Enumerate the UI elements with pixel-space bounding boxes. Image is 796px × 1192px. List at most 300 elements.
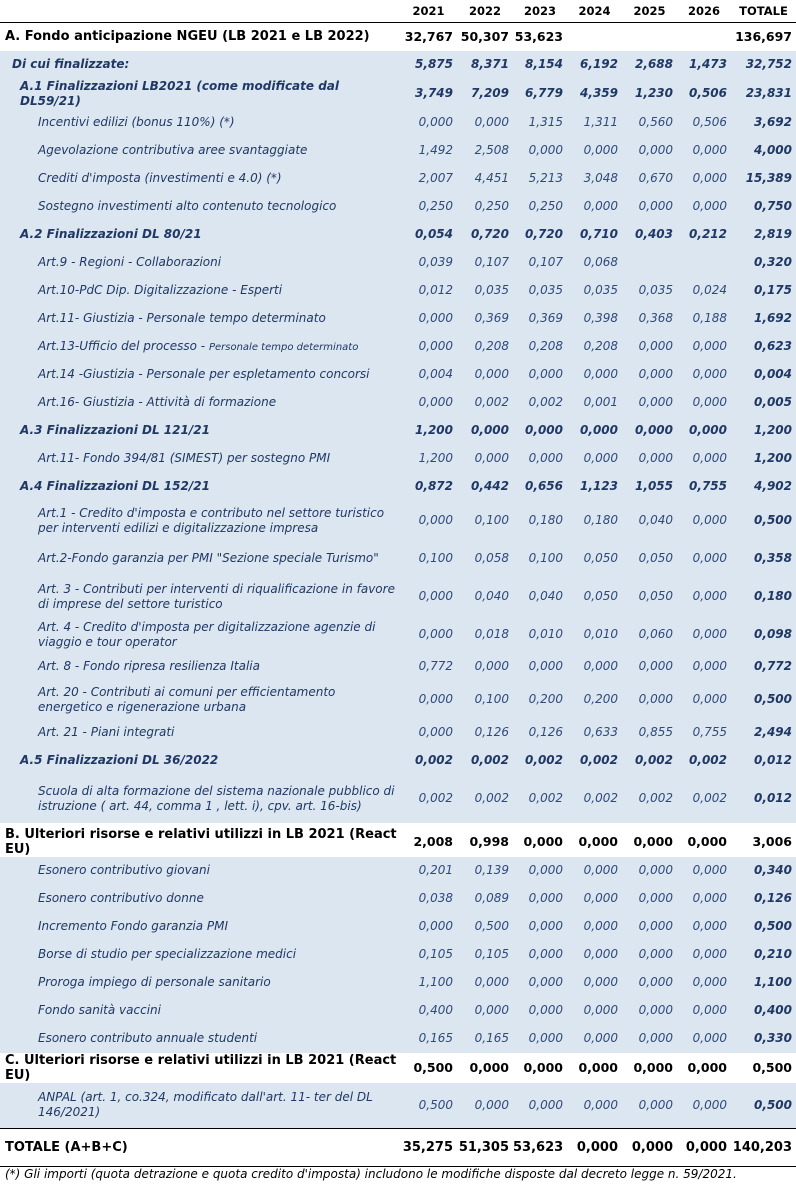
- value-2024: 0,000: [567, 193, 622, 221]
- value-2022: 0,058: [457, 541, 513, 577]
- value-2021: 0,500: [400, 1053, 457, 1083]
- row-label-text: Art.2-Fondo garanzia per PMI "Sezione speciale Turismo": [38, 551, 379, 565]
- value-2023: 0,000: [513, 1083, 567, 1129]
- row-label-text: Art. 20 - Contributi ai comuni per efficientamento energetico e rigenerazione urbana: [38, 684, 336, 714]
- total-row: [0, 1129, 796, 1167]
- header-year-2025: 2025: [622, 0, 677, 23]
- row-label-text: Incremento Fondo garanzia PMI: [38, 919, 229, 933]
- table-row: [0, 541, 796, 577]
- value-2021: 0,250: [400, 193, 457, 221]
- value-total: 140,203: [731, 1129, 796, 1167]
- value-2023: 0,107: [513, 249, 567, 277]
- row-label: [0, 389, 400, 417]
- value-2021: 0,000: [400, 501, 457, 541]
- value-2021: 0,000: [400, 389, 457, 417]
- table-row: [0, 109, 796, 137]
- value-2026: [677, 23, 731, 51]
- row-label-text: Sostegno investimenti alto contenuto tecnologico: [38, 199, 337, 213]
- subtotal-row: [0, 417, 796, 445]
- value-total: 32,752: [731, 51, 796, 79]
- value-2025: 0,000: [622, 445, 677, 473]
- value-2024: 0,000: [567, 941, 622, 969]
- row-label: [0, 165, 400, 193]
- value-2021: 0,012: [400, 277, 457, 305]
- value-2024: 0,000: [567, 997, 622, 1025]
- value-2023: 0,002: [513, 775, 567, 823]
- value-2022: 0,000: [457, 445, 513, 473]
- value-2021: 0,772: [400, 653, 457, 681]
- value-2023: 0,000: [513, 137, 567, 165]
- table-row: [0, 305, 796, 333]
- value-2024: 0,000: [567, 857, 622, 885]
- subtotal-row: [0, 473, 796, 501]
- value-2025: 0,368: [622, 305, 677, 333]
- row-label-text: Art. 21 - Piani integrati: [38, 725, 175, 739]
- value-2022: 0,998: [457, 827, 513, 857]
- value-total: 15,389: [731, 165, 796, 193]
- value-2025: 0,000: [622, 885, 677, 913]
- value-2023: 0,000: [513, 885, 567, 913]
- row-label-text: Art.11- Giustizia - Personale tempo determinato: [38, 311, 326, 325]
- row-label: [0, 653, 400, 681]
- value-2021: 2,008: [400, 827, 457, 857]
- value-2021: 0,000: [400, 719, 457, 747]
- value-2021: 0,000: [400, 305, 457, 333]
- value-2022: 0,250: [457, 193, 513, 221]
- value-2024: 0,050: [567, 577, 622, 617]
- value-2024: 4,359: [567, 79, 622, 109]
- row-label: [0, 445, 400, 473]
- value-2025: 0,000: [622, 193, 677, 221]
- value-2025: 0,000: [622, 681, 677, 719]
- value-2026: 0,000: [677, 577, 731, 617]
- value-2022: 0,107: [457, 249, 513, 277]
- value-2023: 0,002: [513, 747, 567, 775]
- value-2022: 0,035: [457, 277, 513, 305]
- value-2022: 0,018: [457, 617, 513, 653]
- row-label-text: Fondo sanità vaccini: [38, 1003, 161, 1017]
- value-2024: 0,000: [567, 1129, 622, 1167]
- table-header-row: [0, 0, 796, 23]
- section-row: [0, 23, 796, 51]
- value-2026: 0,000: [677, 193, 731, 221]
- value-2023: 0,035: [513, 277, 567, 305]
- value-2022: 0,165: [457, 1025, 513, 1053]
- row-label-text: Art. 3 - Contributi per interventi di riqualificazione in favore di imprese del settore turistico: [38, 581, 395, 611]
- header-total: TOTALE: [731, 0, 796, 23]
- value-2025: 0,000: [622, 333, 677, 361]
- value-2025: [622, 23, 677, 51]
- value-2025: 2,688: [622, 51, 677, 79]
- value-2022: 51,305: [457, 1129, 513, 1167]
- value-2021: 0,000: [400, 681, 457, 719]
- value-total: 0,500: [731, 681, 796, 719]
- value-2021: 2,007: [400, 165, 457, 193]
- value-2024: 0,208: [567, 333, 622, 361]
- value-2021: 0,500: [400, 1083, 457, 1129]
- value-2025: 0,000: [622, 857, 677, 885]
- value-2022: 0,000: [457, 361, 513, 389]
- value-2024: [567, 23, 622, 51]
- table-row: [0, 249, 796, 277]
- value-2024: 0,000: [567, 361, 622, 389]
- header-year-2023: 2023: [513, 0, 567, 23]
- value-2023: 0,000: [513, 857, 567, 885]
- section-row: [0, 1053, 796, 1083]
- row-label-text: TOTALE (A+B+C): [5, 1140, 128, 1155]
- value-2024: 0,200: [567, 681, 622, 719]
- value-2025: 1,055: [622, 473, 677, 501]
- value-2024: 6,192: [567, 51, 622, 79]
- value-2025: 0,000: [622, 941, 677, 969]
- value-2021: 0,000: [400, 617, 457, 653]
- table-row: [0, 277, 796, 305]
- value-2022: 50,307: [457, 23, 513, 51]
- value-2021: 0,872: [400, 473, 457, 501]
- value-2026: 0,000: [677, 913, 731, 941]
- value-total: 3,692: [731, 109, 796, 137]
- value-2023: 53,623: [513, 1129, 567, 1167]
- value-total: 4,000: [731, 137, 796, 165]
- value-2022: 0,089: [457, 885, 513, 913]
- value-2026: 0,000: [677, 361, 731, 389]
- value-2024: 0,633: [567, 719, 622, 747]
- value-2023: 0,000: [513, 445, 567, 473]
- table-row: [0, 333, 796, 361]
- value-2025: 0,060: [622, 617, 677, 653]
- value-2025: 0,560: [622, 109, 677, 137]
- table-row: [0, 775, 796, 823]
- value-2023: 0,200: [513, 681, 567, 719]
- value-2024: 0,010: [567, 617, 622, 653]
- value-2022: 0,002: [457, 747, 513, 775]
- value-2023: 53,623: [513, 23, 567, 51]
- value-2023: 0,720: [513, 221, 567, 249]
- row-label: [0, 775, 400, 823]
- table-row: [0, 997, 796, 1025]
- value-2021: 1,100: [400, 969, 457, 997]
- value-2022: 2,508: [457, 137, 513, 165]
- value-2022: 0,040: [457, 577, 513, 617]
- value-2024: 0,000: [567, 1025, 622, 1053]
- value-total: 23,831: [731, 79, 796, 109]
- value-2024: 0,710: [567, 221, 622, 249]
- value-2023: 1,315: [513, 109, 567, 137]
- table-row: [0, 445, 796, 473]
- row-label: [0, 827, 400, 857]
- table-row: [0, 857, 796, 885]
- value-2024: 0,000: [567, 1083, 622, 1129]
- row-label: [0, 941, 400, 969]
- value-2023: 0,002: [513, 389, 567, 417]
- value-2022: 4,451: [457, 165, 513, 193]
- row-label: [0, 221, 400, 249]
- value-2026: 0,755: [677, 473, 731, 501]
- value-2021: 0,400: [400, 997, 457, 1025]
- value-2021: 0,004: [400, 361, 457, 389]
- value-2025: 0,000: [622, 997, 677, 1025]
- value-total: 0,012: [731, 775, 796, 823]
- value-2021: 0,002: [400, 747, 457, 775]
- value-2025: 0,403: [622, 221, 677, 249]
- value-2023: 8,154: [513, 51, 567, 79]
- value-2022: 0,000: [457, 1083, 513, 1129]
- row-label: [0, 333, 400, 361]
- table-row: [0, 137, 796, 165]
- value-2026: 0,002: [677, 775, 731, 823]
- value-2026: 0,000: [677, 541, 731, 577]
- row-label: [0, 79, 400, 109]
- value-2026: 0,000: [677, 1025, 731, 1053]
- value-total: 0,500: [731, 1083, 796, 1129]
- row-label-text: Art. 4 - Credito d'imposta per digitalizzazione agenzie di viaggio e tour operator: [38, 619, 376, 649]
- value-total: 2,494: [731, 719, 796, 747]
- row-label: [0, 857, 400, 885]
- value-total: 136,697: [731, 23, 796, 51]
- subtotal-row: [0, 221, 796, 249]
- row-label: [0, 997, 400, 1025]
- value-2024: 0,000: [567, 913, 622, 941]
- header-year-2024: 2024: [567, 0, 622, 23]
- value-2026: 0,024: [677, 277, 731, 305]
- value-2022: 0,139: [457, 857, 513, 885]
- table-row: [0, 193, 796, 221]
- row-label-text: B. Ulteriori risorse e relativi utilizzi in LB 2021 (React EU): [5, 826, 397, 857]
- row-label-text: Esonero contributivo donne: [38, 891, 204, 905]
- row-label-text: Agevolazione contributiva aree svantaggiate: [38, 143, 308, 157]
- value-2026: 0,000: [677, 997, 731, 1025]
- value-2024: 0,000: [567, 445, 622, 473]
- row-label: [0, 969, 400, 997]
- value-total: 1,692: [731, 305, 796, 333]
- value-2023: 0,000: [513, 653, 567, 681]
- row-label-text: Di cui finalizzate:: [12, 57, 130, 71]
- value-2025: 0,670: [622, 165, 677, 193]
- value-2025: 0,000: [622, 417, 677, 445]
- value-2024: 0,035: [567, 277, 622, 305]
- value-2025: 0,000: [622, 1053, 677, 1083]
- row-label: [0, 885, 400, 913]
- table-row: [0, 361, 796, 389]
- row-label-text: Esonero contributivo giovani: [38, 863, 210, 877]
- value-2026: 0,188: [677, 305, 731, 333]
- section-row: [0, 827, 796, 857]
- value-2021: 0,105: [400, 941, 457, 969]
- value-2022: 7,209: [457, 79, 513, 109]
- value-2023: 0,000: [513, 997, 567, 1025]
- row-label: [0, 305, 400, 333]
- value-2021: 3,749: [400, 79, 457, 109]
- value-total: 0,004: [731, 361, 796, 389]
- value-2022: 0,500: [457, 913, 513, 941]
- value-2026: 0,002: [677, 747, 731, 775]
- value-2023: 0,000: [513, 417, 567, 445]
- value-2026: 0,506: [677, 79, 731, 109]
- subtotal-row: [0, 747, 796, 775]
- value-2025: 0,000: [622, 361, 677, 389]
- row-label-text: Incentivi edilizi (bonus 110%) (*): [38, 115, 235, 129]
- value-2021: 1,200: [400, 445, 457, 473]
- row-label-text: Scuola di alta formazione del sistema nazionale pubblico di istruzione ( art. 44, comma 1 , lett. i), cpv. art. 16-bis): [38, 783, 395, 813]
- table-row: [0, 165, 796, 193]
- value-total: 0,005: [731, 389, 796, 417]
- value-2022: 0,100: [457, 681, 513, 719]
- value-2021: 35,275: [400, 1129, 457, 1167]
- value-2024: 0,068: [567, 249, 622, 277]
- value-2023: 0,369: [513, 305, 567, 333]
- value-total: 0,180: [731, 577, 796, 617]
- table-row: [0, 941, 796, 969]
- value-2021: 0,201: [400, 857, 457, 885]
- value-2021: 0,038: [400, 885, 457, 913]
- row-label-text: A.3 Finalizzazioni DL 121/21: [20, 423, 210, 437]
- value-2025: 0,000: [622, 913, 677, 941]
- value-2026: 0,000: [677, 681, 731, 719]
- value-2022: 0,720: [457, 221, 513, 249]
- value-2024: 0,000: [567, 1053, 622, 1083]
- value-2024: 0,000: [567, 417, 622, 445]
- value-2026: 0,000: [677, 827, 731, 857]
- value-total: 1,200: [731, 417, 796, 445]
- header-year-2022: 2022: [457, 0, 513, 23]
- value-2022: 0,369: [457, 305, 513, 333]
- value-2023: 0,126: [513, 719, 567, 747]
- value-2026: 0,000: [677, 333, 731, 361]
- value-total: 0,400: [731, 997, 796, 1025]
- value-2021: 0,039: [400, 249, 457, 277]
- value-2025: 0,050: [622, 541, 677, 577]
- value-2025: 0,035: [622, 277, 677, 305]
- value-2026: 0,212: [677, 221, 731, 249]
- row-label-text: A.5 Finalizzazioni DL 36/2022: [20, 753, 219, 767]
- table-row: [0, 577, 796, 617]
- subtotal-row: [0, 79, 796, 109]
- value-total: 1,100: [731, 969, 796, 997]
- value-2026: 0,755: [677, 719, 731, 747]
- table-row: [0, 913, 796, 941]
- row-label-text: A. Fondo anticipazione NGEU (LB 2021 e LB 2022): [5, 29, 370, 45]
- value-2025: 0,855: [622, 719, 677, 747]
- value-2023: 0,010: [513, 617, 567, 653]
- value-2025: 0,000: [622, 969, 677, 997]
- row-label-text: Esonero contributo annuale studenti: [38, 1031, 258, 1045]
- row-label: [0, 617, 400, 653]
- row-label: [0, 501, 400, 541]
- table-row: [0, 1083, 796, 1129]
- value-2023: 0,000: [513, 1053, 567, 1083]
- value-2025: 0,000: [622, 1129, 677, 1167]
- value-2026: 0,000: [677, 617, 731, 653]
- value-total: 0,175: [731, 277, 796, 305]
- row-label: [0, 719, 400, 747]
- value-2021: 5,875: [400, 51, 457, 79]
- value-total: 0,320: [731, 249, 796, 277]
- value-total: 4,902: [731, 473, 796, 501]
- value-2026: 0,000: [677, 445, 731, 473]
- row-label: [0, 23, 400, 51]
- row-label-text: Crediti d'imposta (investimenti e 4.0) (*): [38, 171, 282, 185]
- value-2026: 0,000: [677, 137, 731, 165]
- value-2024: 0,180: [567, 501, 622, 541]
- value-2024: 0,001: [567, 389, 622, 417]
- value-total: 0,330: [731, 1025, 796, 1053]
- value-2026: 0,000: [677, 389, 731, 417]
- value-2026: 0,000: [677, 1053, 731, 1083]
- value-2026: 0,000: [677, 1083, 731, 1129]
- value-total: 0,500: [731, 913, 796, 941]
- value-2025: 1,230: [622, 79, 677, 109]
- value-2023: 0,180: [513, 501, 567, 541]
- value-2022: 0,000: [457, 417, 513, 445]
- value-2026: [677, 249, 731, 277]
- value-2021: 0,000: [400, 109, 457, 137]
- value-2024: 0,000: [567, 653, 622, 681]
- value-2024: 0,000: [567, 969, 622, 997]
- value-2025: 0,002: [622, 747, 677, 775]
- row-label-text: A.1 Finalizzazioni LB2021 (come modificate dal DL59/21): [20, 78, 340, 108]
- table-row: [0, 969, 796, 997]
- value-total: 0,210: [731, 941, 796, 969]
- row-label: [0, 541, 400, 577]
- value-2025: 0,000: [622, 389, 677, 417]
- value-2024: 1,311: [567, 109, 622, 137]
- row-label-text: A.4 Finalizzazioni DL 152/21: [20, 479, 210, 493]
- value-2022: 8,371: [457, 51, 513, 79]
- row-label-text: Art.13-Ufficio del processo -: [38, 338, 209, 353]
- value-2025: [622, 249, 677, 277]
- row-label-text: Borse di studio per specializzazione medici: [38, 947, 297, 961]
- value-2021: 1,492: [400, 137, 457, 165]
- row-label: [0, 473, 400, 501]
- value-2026: 0,000: [677, 969, 731, 997]
- row-label: [0, 1053, 400, 1083]
- row-label-text: Art.11- Fondo 394/81 (SIMEST) per sostegno PMI: [38, 451, 331, 465]
- value-total: 0,500: [731, 1053, 796, 1083]
- value-2021: 0,000: [400, 913, 457, 941]
- value-2025: 0,040: [622, 501, 677, 541]
- value-2023: 0,000: [513, 361, 567, 389]
- value-2026: 0,000: [677, 885, 731, 913]
- row-label-text: ANPAL (art. 1, co.324, modificato dall'art. 11- ter del DL 146/2021): [38, 1090, 373, 1120]
- value-total: 0,623: [731, 333, 796, 361]
- value-2022: 0,442: [457, 473, 513, 501]
- table-row: [0, 681, 796, 719]
- value-2021: 0,002: [400, 775, 457, 823]
- value-2022: 0,000: [457, 1053, 513, 1083]
- header-year-2026: 2026: [677, 0, 731, 23]
- row-label-text: Art. 8 - Fondo ripresa resilienza Italia: [38, 659, 260, 673]
- value-2024: 0,398: [567, 305, 622, 333]
- value-2024: 0,050: [567, 541, 622, 577]
- value-2021: 0,054: [400, 221, 457, 249]
- value-2025: 0,000: [622, 1083, 677, 1129]
- value-2023: 0,000: [513, 969, 567, 997]
- row-label-text: Art.1 - Credito d'imposta e contributo nel settore turistico per interventi edilizi e digitalizzazione impresa: [38, 505, 385, 535]
- value-2022: 0,126: [457, 719, 513, 747]
- row-label: [0, 913, 400, 941]
- value-total: 0,098: [731, 617, 796, 653]
- row-label: [0, 577, 400, 617]
- value-2022: 0,208: [457, 333, 513, 361]
- row-label: [0, 1129, 400, 1167]
- value-2026: 1,473: [677, 51, 731, 79]
- value-2023: 0,208: [513, 333, 567, 361]
- row-label: [0, 193, 400, 221]
- value-2024: 0,002: [567, 775, 622, 823]
- value-2021: 0,000: [400, 333, 457, 361]
- value-2025: 0,000: [622, 137, 677, 165]
- value-2025: 0,050: [622, 577, 677, 617]
